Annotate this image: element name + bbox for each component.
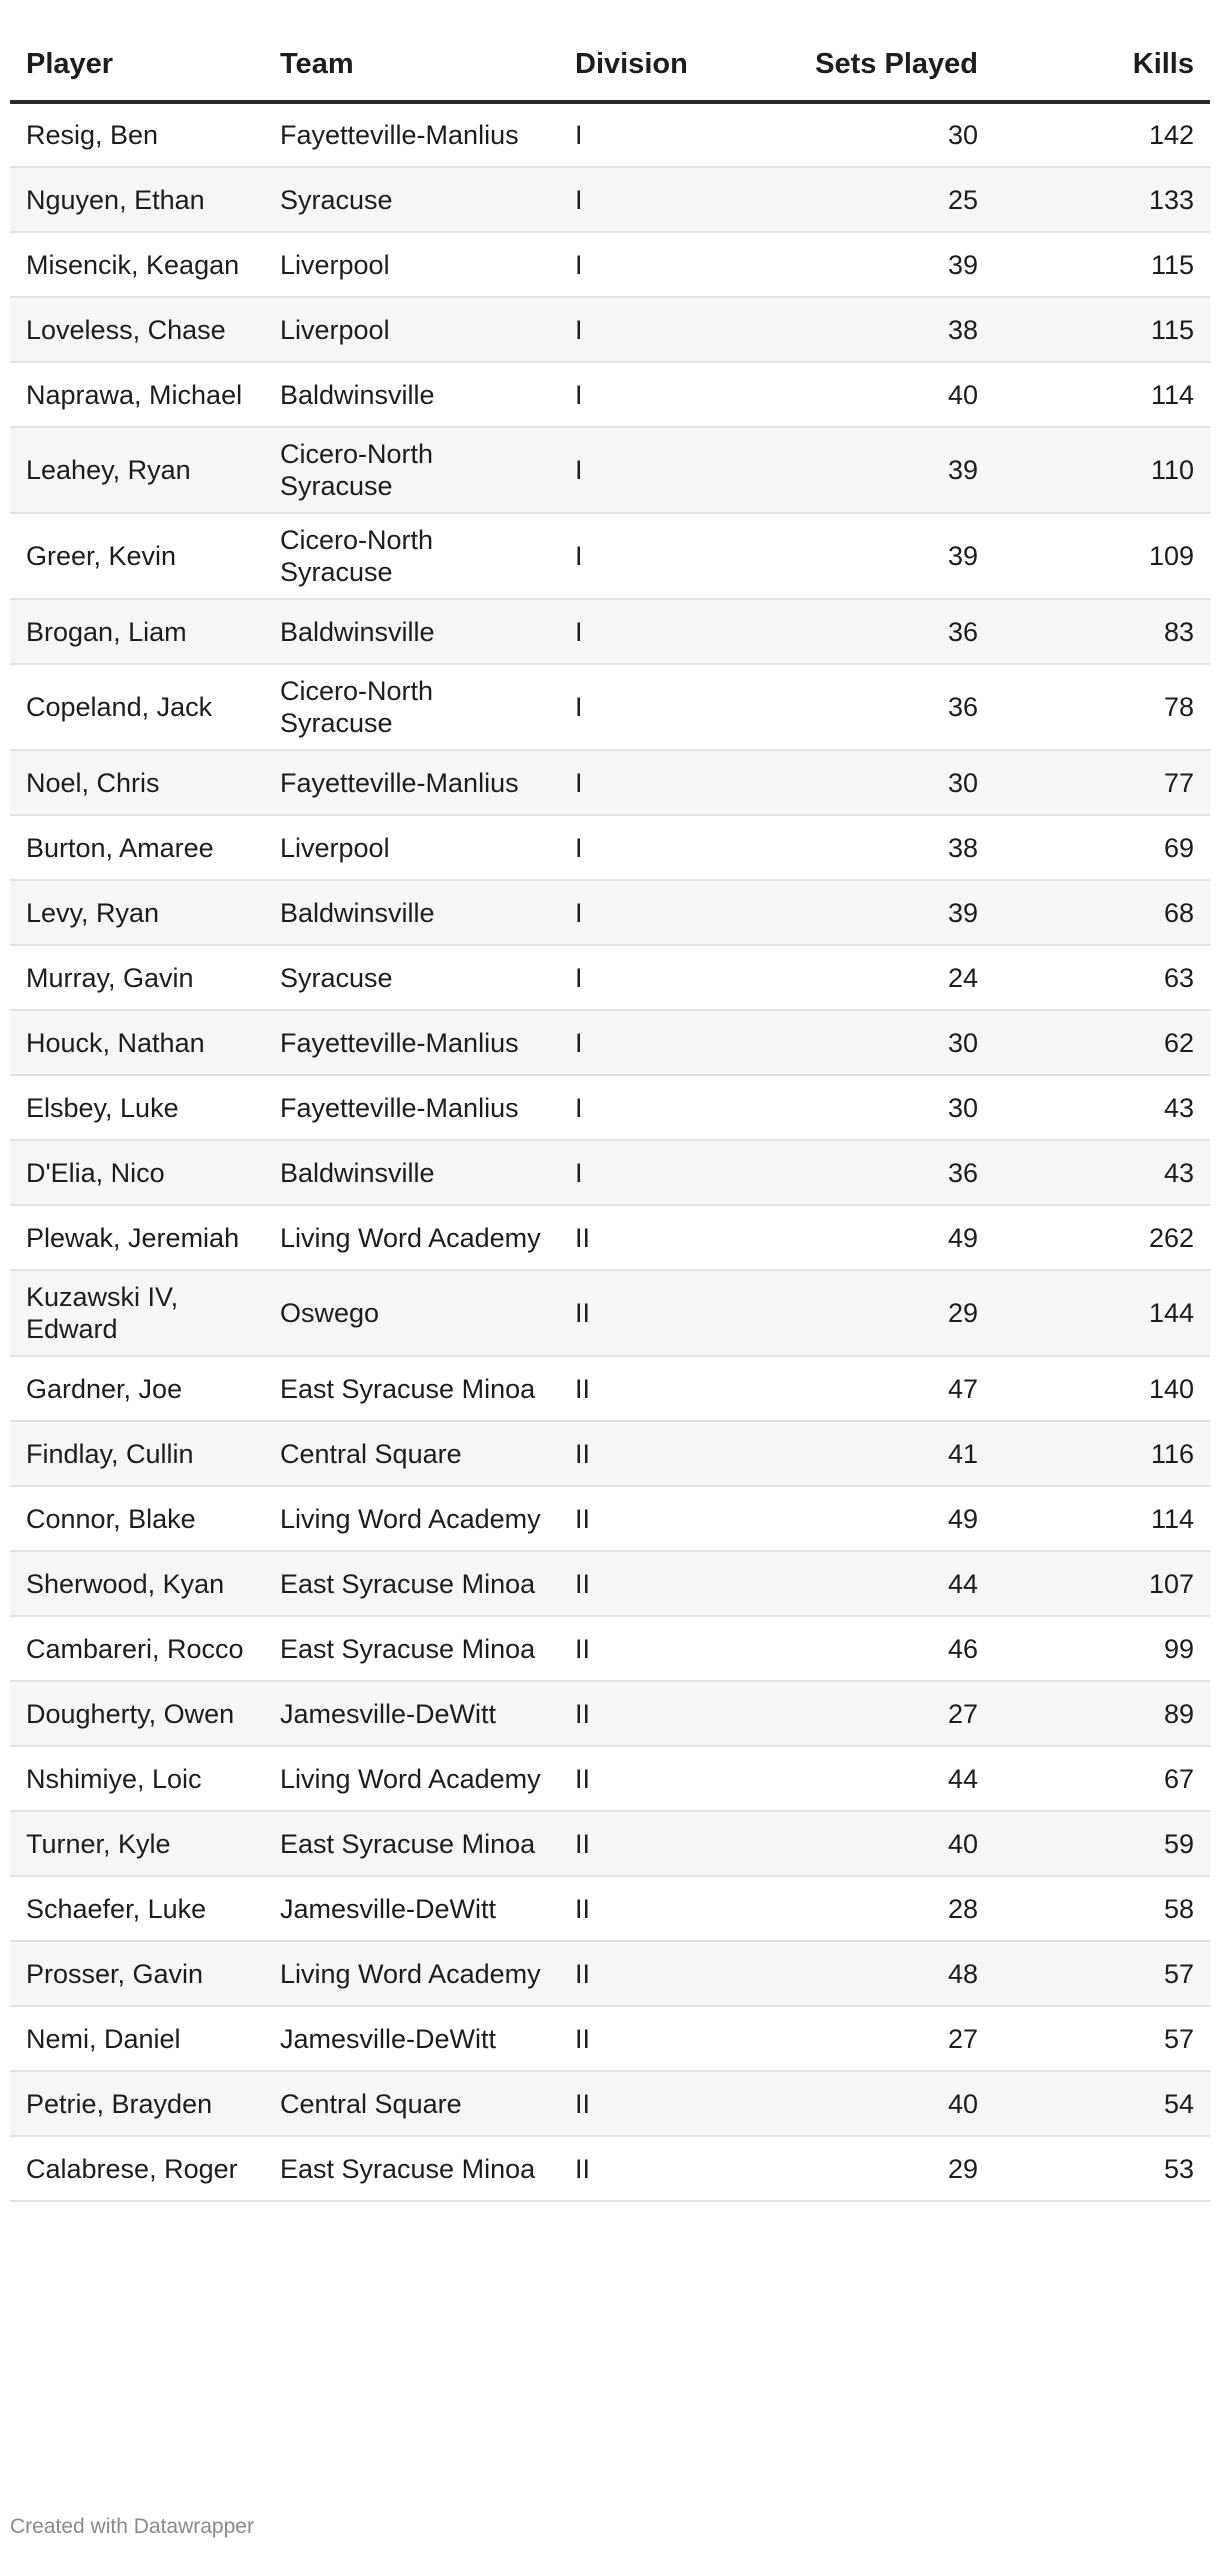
sets-played-cell: 44 bbox=[759, 1551, 994, 1616]
sets-played-cell: 24 bbox=[759, 945, 994, 1010]
division-cell: I bbox=[559, 1075, 759, 1140]
division-cell: I bbox=[559, 945, 759, 1010]
kills-cell: 67 bbox=[994, 1746, 1210, 1811]
table-row bbox=[10, 1356, 1210, 1421]
table-header bbox=[10, 28, 1210, 102]
table-row bbox=[10, 102, 1210, 167]
team-cell: Syracuse bbox=[264, 945, 559, 1010]
table-row bbox=[10, 1746, 1210, 1811]
team-cell: Fayetteville-Manlius bbox=[264, 750, 559, 815]
kills-cell: 140 bbox=[994, 1356, 1210, 1421]
player-cell: D'Elia, Nico bbox=[10, 1140, 264, 1205]
kills-cell: 115 bbox=[994, 232, 1210, 297]
sets-played-cell: 49 bbox=[759, 1486, 994, 1551]
kills-cell: 62 bbox=[994, 1010, 1210, 1075]
table-row bbox=[10, 1681, 1210, 1746]
table-row bbox=[10, 167, 1210, 232]
kills-cell: 109 bbox=[994, 513, 1210, 599]
player-cell: Brogan, Liam bbox=[10, 599, 264, 664]
team-cell: Oswego bbox=[264, 1270, 559, 1356]
sets-played-cell: 46 bbox=[759, 1616, 994, 1681]
table-row bbox=[10, 1421, 1210, 1486]
team-cell: Jamesville-DeWitt bbox=[264, 2006, 559, 2071]
division-cell: I bbox=[559, 232, 759, 297]
division-cell: I bbox=[559, 664, 759, 750]
player-cell: Loveless, Chase bbox=[10, 297, 264, 362]
sets-played-cell: 40 bbox=[759, 362, 994, 427]
table-row bbox=[10, 815, 1210, 880]
table-row bbox=[10, 1270, 1210, 1356]
kills-cell: 43 bbox=[994, 1140, 1210, 1205]
sets-played-cell: 27 bbox=[759, 2006, 994, 2071]
team-cell: Cicero-North Syracuse bbox=[264, 664, 559, 750]
division-cell: II bbox=[559, 1421, 759, 1486]
player-cell: Murray, Gavin bbox=[10, 945, 264, 1010]
column-header-kills[interactable]: Kills bbox=[994, 28, 1210, 102]
kills-cell: 116 bbox=[994, 1421, 1210, 1486]
player-cell: Prosser, Gavin bbox=[10, 1941, 264, 2006]
sets-played-cell: 30 bbox=[759, 1075, 994, 1140]
team-cell: Liverpool bbox=[264, 232, 559, 297]
team-cell: Fayetteville-Manlius bbox=[264, 102, 559, 167]
player-cell: Kuzawski IV, Edward bbox=[10, 1270, 264, 1356]
kills-cell: 77 bbox=[994, 750, 1210, 815]
table-row bbox=[10, 599, 1210, 664]
kills-cell: 59 bbox=[994, 1811, 1210, 1876]
team-cell: Living Word Academy bbox=[264, 1486, 559, 1551]
division-cell: II bbox=[559, 1876, 759, 1941]
player-cell: Leahey, Ryan bbox=[10, 427, 264, 513]
team-cell: Liverpool bbox=[264, 815, 559, 880]
division-cell: I bbox=[559, 102, 759, 167]
division-cell: II bbox=[559, 2006, 759, 2071]
table-row bbox=[10, 1616, 1210, 1681]
player-cell: Greer, Kevin bbox=[10, 513, 264, 599]
kills-cell: 54 bbox=[994, 2071, 1210, 2136]
team-cell: Cicero-North Syracuse bbox=[264, 427, 559, 513]
team-cell: Central Square bbox=[264, 1421, 559, 1486]
table-row bbox=[10, 362, 1210, 427]
table-row bbox=[10, 232, 1210, 297]
player-cell: Resig, Ben bbox=[10, 102, 264, 167]
table-row bbox=[10, 945, 1210, 1010]
kills-cell: 133 bbox=[994, 167, 1210, 232]
player-cell: Plewak, Jeremiah bbox=[10, 1205, 264, 1270]
table-row bbox=[10, 2071, 1210, 2136]
table-row bbox=[10, 297, 1210, 362]
table-row bbox=[10, 1140, 1210, 1205]
table-row bbox=[10, 427, 1210, 513]
kills-cell: 114 bbox=[994, 1486, 1210, 1551]
division-cell: I bbox=[559, 1140, 759, 1205]
player-cell: Turner, Kyle bbox=[10, 1811, 264, 1876]
division-cell: I bbox=[559, 815, 759, 880]
kills-cell: 57 bbox=[994, 2006, 1210, 2071]
table-row bbox=[10, 1876, 1210, 1941]
kills-cell: 262 bbox=[994, 1205, 1210, 1270]
team-cell: Baldwinsville bbox=[264, 599, 559, 664]
division-cell: I bbox=[559, 297, 759, 362]
kills-cell: 53 bbox=[994, 2136, 1210, 2201]
sets-played-cell: 27 bbox=[759, 1681, 994, 1746]
player-cell: Cambareri, Rocco bbox=[10, 1616, 264, 1681]
sets-played-cell: 39 bbox=[759, 880, 994, 945]
division-cell: I bbox=[559, 167, 759, 232]
division-cell: I bbox=[559, 599, 759, 664]
division-cell: I bbox=[559, 880, 759, 945]
sets-played-cell: 25 bbox=[759, 167, 994, 232]
sets-played-cell: 30 bbox=[759, 1010, 994, 1075]
division-cell: II bbox=[559, 2136, 759, 2201]
team-cell: Jamesville-DeWitt bbox=[264, 1681, 559, 1746]
player-cell: Petrie, Brayden bbox=[10, 2071, 264, 2136]
player-cell: Nguyen, Ethan bbox=[10, 167, 264, 232]
team-cell: East Syracuse Minoa bbox=[264, 2136, 559, 2201]
division-cell: II bbox=[559, 1270, 759, 1356]
table-body bbox=[10, 102, 1210, 2201]
player-cell: Elsbey, Luke bbox=[10, 1075, 264, 1140]
division-cell: II bbox=[559, 1356, 759, 1421]
table-row bbox=[10, 1941, 1210, 2006]
player-cell: Gardner, Joe bbox=[10, 1356, 264, 1421]
sets-played-cell: 39 bbox=[759, 427, 994, 513]
team-cell: Fayetteville-Manlius bbox=[264, 1075, 559, 1140]
division-cell: II bbox=[559, 1616, 759, 1681]
sets-played-cell: 30 bbox=[759, 102, 994, 167]
team-cell: Baldwinsville bbox=[264, 880, 559, 945]
player-cell: Noel, Chris bbox=[10, 750, 264, 815]
table-row bbox=[10, 1010, 1210, 1075]
player-cell: Levy, Ryan bbox=[10, 880, 264, 945]
player-cell: Houck, Nathan bbox=[10, 1010, 264, 1075]
sets-played-cell: 29 bbox=[759, 2136, 994, 2201]
sets-played-cell: 29 bbox=[759, 1270, 994, 1356]
kills-cell: 63 bbox=[994, 945, 1210, 1010]
sets-played-cell: 38 bbox=[759, 815, 994, 880]
column-header-division[interactable]: Division bbox=[559, 28, 759, 102]
player-cell: Naprawa, Michael bbox=[10, 362, 264, 427]
kills-cell: 99 bbox=[994, 1616, 1210, 1681]
kills-cell: 107 bbox=[994, 1551, 1210, 1616]
player-cell: Connor, Blake bbox=[10, 1486, 264, 1551]
division-cell: II bbox=[559, 1941, 759, 2006]
division-cell: II bbox=[559, 1486, 759, 1551]
sets-played-cell: 41 bbox=[759, 1421, 994, 1486]
kills-cell: 110 bbox=[994, 427, 1210, 513]
player-cell: Dougherty, Owen bbox=[10, 1681, 264, 1746]
player-cell: Nshimiye, Loic bbox=[10, 1746, 264, 1811]
table-row bbox=[10, 1486, 1210, 1551]
team-cell: East Syracuse Minoa bbox=[264, 1356, 559, 1421]
team-cell: Jamesville-DeWitt bbox=[264, 1876, 559, 1941]
table-row bbox=[10, 1075, 1210, 1140]
sets-played-cell: 44 bbox=[759, 1746, 994, 1811]
table-row bbox=[10, 513, 1210, 599]
player-cell: Findlay, Cullin bbox=[10, 1421, 264, 1486]
table-row bbox=[10, 1205, 1210, 1270]
table-row bbox=[10, 750, 1210, 815]
kills-cell: 57 bbox=[994, 1941, 1210, 2006]
team-cell: Cicero-North Syracuse bbox=[264, 513, 559, 599]
division-cell: II bbox=[559, 1681, 759, 1746]
table-row bbox=[10, 664, 1210, 750]
player-cell: Misencik, Keagan bbox=[10, 232, 264, 297]
sets-played-cell: 39 bbox=[759, 513, 994, 599]
column-header-player[interactable]: Player bbox=[10, 28, 264, 102]
player-cell: Sherwood, Kyan bbox=[10, 1551, 264, 1616]
team-cell: East Syracuse Minoa bbox=[264, 1616, 559, 1681]
kills-cell: 58 bbox=[994, 1876, 1210, 1941]
division-cell: II bbox=[559, 2071, 759, 2136]
team-cell: Liverpool bbox=[264, 297, 559, 362]
column-header-sets-played[interactable]: Sets Played bbox=[759, 28, 994, 102]
team-cell: Living Word Academy bbox=[264, 1205, 559, 1270]
kills-cell: 69 bbox=[994, 815, 1210, 880]
header-row bbox=[10, 28, 1210, 102]
stats-table bbox=[10, 28, 1210, 2202]
team-cell: East Syracuse Minoa bbox=[264, 1811, 559, 1876]
division-cell: I bbox=[559, 513, 759, 599]
team-cell: Living Word Academy bbox=[264, 1941, 559, 2006]
kills-cell: 144 bbox=[994, 1270, 1210, 1356]
team-cell: Baldwinsville bbox=[264, 1140, 559, 1205]
sets-played-cell: 30 bbox=[759, 750, 994, 815]
team-cell: Baldwinsville bbox=[264, 362, 559, 427]
player-cell: Copeland, Jack bbox=[10, 664, 264, 750]
kills-cell: 43 bbox=[994, 1075, 1210, 1140]
sets-played-cell: 36 bbox=[759, 664, 994, 750]
table-row bbox=[10, 2136, 1210, 2201]
table-row bbox=[10, 880, 1210, 945]
player-cell: Nemi, Daniel bbox=[10, 2006, 264, 2071]
sets-played-cell: 40 bbox=[759, 2071, 994, 2136]
team-cell: Living Word Academy bbox=[264, 1746, 559, 1811]
team-cell: Central Square bbox=[264, 2071, 559, 2136]
division-cell: I bbox=[559, 362, 759, 427]
division-cell: II bbox=[559, 1205, 759, 1270]
sets-played-cell: 36 bbox=[759, 599, 994, 664]
team-cell: East Syracuse Minoa bbox=[264, 1551, 559, 1616]
table-row bbox=[10, 1551, 1210, 1616]
sets-played-cell: 49 bbox=[759, 1205, 994, 1270]
player-cell: Schaefer, Luke bbox=[10, 1876, 264, 1941]
division-cell: II bbox=[559, 1551, 759, 1616]
kills-cell: 78 bbox=[994, 664, 1210, 750]
division-cell: I bbox=[559, 750, 759, 815]
sets-played-cell: 39 bbox=[759, 232, 994, 297]
table-row bbox=[10, 2006, 1210, 2071]
kills-cell: 142 bbox=[994, 102, 1210, 167]
column-header-team[interactable]: Team bbox=[264, 28, 559, 102]
player-cell: Burton, Amaree bbox=[10, 815, 264, 880]
division-cell: I bbox=[559, 427, 759, 513]
division-cell: II bbox=[559, 1811, 759, 1876]
team-cell: Fayetteville-Manlius bbox=[264, 1010, 559, 1075]
sets-played-cell: 36 bbox=[759, 1140, 994, 1205]
division-cell: II bbox=[559, 1746, 759, 1811]
sets-played-cell: 47 bbox=[759, 1356, 994, 1421]
team-cell: Syracuse bbox=[264, 167, 559, 232]
footer-credit: Created with Datawrapper bbox=[10, 2515, 254, 2538]
division-cell: I bbox=[559, 1010, 759, 1075]
player-cell: Calabrese, Roger bbox=[10, 2136, 264, 2201]
kills-cell: 83 bbox=[994, 599, 1210, 664]
sets-played-cell: 48 bbox=[759, 1941, 994, 2006]
kills-cell: 68 bbox=[994, 880, 1210, 945]
table-row bbox=[10, 1811, 1210, 1876]
kills-cell: 115 bbox=[994, 297, 1210, 362]
sets-played-cell: 28 bbox=[759, 1876, 994, 1941]
kills-cell: 114 bbox=[994, 362, 1210, 427]
kills-cell: 89 bbox=[994, 1681, 1210, 1746]
sets-played-cell: 40 bbox=[759, 1811, 994, 1876]
sets-played-cell: 38 bbox=[759, 297, 994, 362]
